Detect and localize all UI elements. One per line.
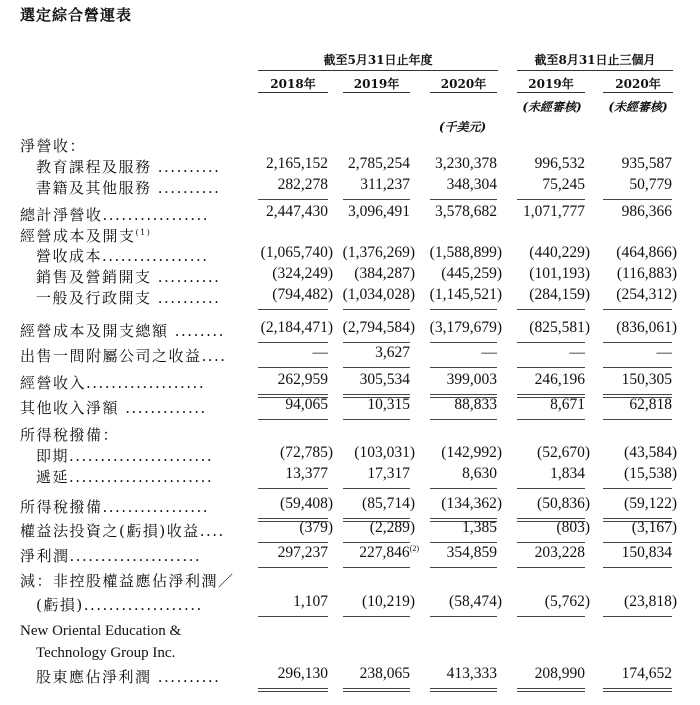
table-cell-value [441,265,502,283]
row-label-text: 經營成本及開支 [20,227,136,245]
table-cell-value [293,593,328,611]
underline [343,688,410,692]
table-cell-value [343,286,415,304]
table-cell-value [622,203,672,221]
underline [430,488,497,489]
cell-text: 297,237 [277,544,328,561]
table-cell-value [435,155,497,173]
table-cell-value [624,465,677,483]
cell-text: (5,762) [544,593,590,610]
table-cell-value [542,176,585,194]
row-label-text: 總計淨營收................. [20,206,210,224]
header-divider [603,92,673,93]
table-cell-value [462,465,497,483]
row-label [20,320,225,341]
underline [343,616,410,617]
cell-text: (116,883) [616,265,677,282]
table-cell-value [299,519,333,537]
table-cell-value [449,593,502,611]
cell-text: 311,237 [360,176,410,193]
cell-text: (3,167) [631,519,677,536]
cell-text: 17,317 [367,465,410,482]
underline [517,567,585,568]
row-label-text: 遞延....................... [36,468,214,486]
table-cell-value [632,519,677,537]
underline [343,419,410,420]
cell-text: 88,833 [454,396,497,413]
cell-text: (134,362) [441,495,502,512]
row-label [36,466,213,487]
footnote-marker: (1) [135,228,152,237]
row-label [20,225,151,246]
table-cell-value [624,444,677,462]
table-cell-value [556,519,590,537]
underline [343,342,410,343]
cell-text: (59,122) [624,495,677,512]
header-quarter-group: 截至8月31日止三個月 [534,53,656,67]
underline [603,199,672,200]
table-cell-value [285,396,328,414]
cell-text: (50,836) [537,495,590,512]
underline [603,616,672,617]
cell-text: (1,065,740) [260,244,333,261]
table-cell-value [535,155,585,173]
table-cell-value [629,396,672,414]
cell-text: 238,065 [359,665,410,682]
underline [343,488,410,489]
underline [517,419,585,420]
table-cell-value [430,319,502,337]
table-cell-value [430,286,502,304]
table-cell-value [545,593,590,611]
table-cell-value [360,176,410,194]
unit-label: (千美元) [438,120,487,134]
table-cell-value [447,176,497,194]
underline [517,342,585,343]
row-label-text: 淨營收： [20,137,87,155]
row-label [36,266,220,287]
underline [430,199,497,200]
table-cell-value [447,665,497,683]
cell-text: (1,145,521) [429,286,502,303]
cell-text: (59,408) [280,495,333,512]
row-label-text: 權益法投資之(虧損)收益.... [20,522,225,540]
table-cell-value [624,495,677,513]
table-cell-value [370,519,415,537]
header-fiscal-year-group: 截至5月31日止年度 [323,53,433,67]
cell-text: 996,532 [534,155,585,172]
table-cell-value [278,176,328,194]
row-label [36,156,220,177]
cell-text: 1,834 [550,465,585,482]
row-label-text: 書籍及其他服務 .......... [36,179,221,197]
cell-text: (384,287) [354,265,415,282]
header-divider [343,92,410,93]
row-label [20,397,207,418]
cell-text: (101,193) [529,265,590,282]
underline [258,542,328,543]
row-label [20,623,181,640]
cell-text: — [656,344,672,361]
cell-text: 413,333 [446,665,497,682]
row-label [20,570,235,591]
table-cell-value [278,371,328,389]
table-cell-value [535,665,585,683]
row-label-text: Technology Group Inc. [36,645,176,661]
table-cell-value [313,344,329,362]
row-label [36,445,213,466]
row-label-text: 出售一間附屬公司之收益.... [20,347,227,365]
row-label [20,372,205,393]
row-label [36,594,203,615]
cell-text: (23,818) [624,593,677,610]
underline [603,567,672,568]
underline [603,342,672,343]
row-label-text: 經營成本及開支總額 ........ [20,322,225,340]
table-cell-value [482,344,498,362]
footnote-marker: (2) [409,544,419,553]
cell-text: 1,107 [293,593,328,610]
cell-text: (2,184,471) [260,319,333,336]
table-cell-value [375,344,410,362]
table-cell-value [616,286,677,304]
cell-text: 399,003 [446,371,497,388]
cell-text: 3,096,491 [348,203,410,220]
table-cell-value [343,244,415,262]
cell-text: (803) [556,519,590,536]
table-cell-value [622,155,672,173]
cell-text: (103,031) [354,444,415,461]
cell-text: (324,249) [272,265,333,282]
underline [258,567,328,568]
header-divider [258,70,498,71]
underline [430,419,497,420]
cell-text: 2,447,430 [266,203,328,220]
underline [258,616,328,617]
table-cell-value [535,371,585,389]
cell-text: (2,794,584) [342,319,415,336]
underline [258,367,328,368]
table-cell-value [537,444,590,462]
cell-text: — [481,344,497,361]
row-label-text: 淨利潤..................... [20,547,202,565]
row-label [36,245,209,266]
underline [343,199,410,200]
table-cell-value [441,495,502,513]
row-label-text: New Oriental Education & [20,623,182,639]
table-cell-value [622,371,672,389]
underline [258,199,328,200]
table-cell-value [441,444,502,462]
underline [430,567,497,568]
cell-text: 62,818 [629,396,672,413]
cell-text: (1,034,028) [342,286,415,303]
underline [258,688,328,692]
cell-text: 2,165,152 [266,155,328,172]
row-label-text: (虧損)................... [36,596,203,614]
underline [343,309,410,310]
underline [430,367,497,368]
underline [603,309,672,310]
cell-text: (825,581) [529,319,590,336]
cell-text: (445,259) [441,265,502,282]
table-cell-value [272,286,333,304]
table-cell-value [529,319,590,337]
row-label [20,424,119,445]
underline [430,542,497,543]
underline [603,367,672,368]
table-cell-value [462,519,497,537]
cell-text: 3,578,682 [435,203,497,220]
table-cell-value [266,203,328,221]
table-cell-value [278,544,328,562]
cell-text: 986,366 [621,203,672,220]
table-cell-value [367,396,410,414]
table-cell-value [550,465,585,483]
table-cell-value [529,265,590,283]
row-label [20,204,209,225]
cell-text: (85,714) [362,495,415,512]
underline [603,419,672,420]
underline [517,367,585,368]
cell-text: (2,289) [369,519,415,536]
underline [343,367,410,368]
column-header-year: 2018年 [270,77,316,91]
row-label-text: 所得稅撥備： [20,426,120,444]
underline [430,688,497,692]
cell-text: — [569,344,585,361]
header-divider [258,92,328,93]
table-cell-value [550,396,585,414]
underline [603,688,672,692]
cell-text: 203,228 [534,544,585,561]
header-divider [517,70,673,71]
underline [258,419,328,420]
row-label-text: 其他收入淨額 ............. [20,399,207,417]
cell-text: (836,061) [616,319,677,336]
underline [343,542,410,543]
table-cell-value [529,244,590,262]
cell-text: 246,196 [534,371,585,388]
cell-text: 1,385 [462,519,497,536]
row-label [20,496,209,517]
table-cell-value [343,319,415,337]
table-cell-value [261,244,333,262]
cell-text: (3,179,679) [429,319,502,336]
underline [517,542,585,543]
column-header-year: 2019年 [528,77,574,91]
page-title: 選定綜合營運表 [20,6,133,24]
cell-text: 296,130 [277,665,328,682]
table-cell-value [454,396,497,414]
table-cell-value [622,544,672,562]
table-cell-value [359,544,419,562]
cell-text: (1,588,899) [429,244,502,261]
row-label-text: 教育課程及服務 .......... [36,158,221,176]
table-cell-value [629,176,672,194]
table-cell-value [617,265,677,283]
cell-text: 208,990 [534,665,585,682]
underline [517,199,585,200]
underline [603,488,672,489]
cell-text: 94,065 [285,396,328,413]
cell-text: 3,627 [375,344,410,361]
cell-text: (284,159) [529,286,590,303]
header-divider [430,92,497,93]
table-cell-value [272,265,333,283]
cell-text: 1,071,777 [523,203,585,220]
cell-text: 348,304 [446,176,497,193]
table-cell-value [367,465,410,483]
table-cell-value [354,444,415,462]
table-cell-value [278,665,328,683]
cell-text: (1,376,269) [342,244,415,261]
cell-text: 2,785,254 [348,155,410,172]
row-label [36,177,220,198]
cell-text: (43,584) [624,444,677,461]
table-cell-value [523,203,585,221]
underline [343,567,410,568]
unaudited-note: (未經審核) [522,100,582,114]
table-cell-value [360,371,410,389]
cell-text: (254,312) [616,286,677,303]
table-cell-value [624,593,677,611]
cell-text: (142,992) [441,444,502,461]
cell-text: (440,229) [529,244,590,261]
cell-text: 13,377 [285,465,328,482]
column-header-year: 2019年 [353,77,400,91]
cell-text: 282,278 [277,176,328,193]
table-cell-value [447,544,497,562]
row-label [36,645,175,662]
cell-text: 50,779 [629,176,672,193]
cell-text: 150,305 [621,371,672,388]
cell-text: (379) [299,519,333,536]
table-cell-value [362,495,415,513]
row-label-text: 一般及行政開支 .......... [36,289,221,307]
unaudited-note: (未經審核) [608,100,668,114]
cell-text: (10,219) [362,593,415,610]
table-cell-value [616,244,677,262]
row-label-text: 減：非控股權益應佔淨利潤／ [20,572,235,590]
cell-text: (794,482) [272,286,333,303]
underline [430,616,497,617]
row-label-text: 經營收入................... [20,374,206,392]
cell-text: (464,866) [616,244,677,261]
table-cell-value [266,155,328,173]
underline [430,342,497,343]
underline [603,542,672,543]
cell-text: 3,230,378 [435,155,497,172]
table-cell-value [348,155,410,173]
underline [517,309,585,310]
table-cell-value [570,344,586,362]
cell-text: 305,534 [359,371,410,388]
cell-text: 262,959 [277,371,328,388]
table-cell-value [529,286,590,304]
row-label [20,135,86,156]
cell-text: 174,652 [621,665,672,682]
cell-text: 150,834 [621,544,672,561]
column-header-year: 2020年 [440,77,487,91]
table-cell-value [360,665,410,683]
underline [517,488,585,489]
table-cell-value [362,593,415,611]
table-cell-value [280,495,333,513]
column-header-year: 2020年 [615,77,661,91]
underline [517,616,585,617]
cell-text: 8,671 [550,396,585,413]
header-divider [517,92,585,93]
row-label-text: 銷售及營銷開支 .......... [36,268,221,286]
cell-text: (72,785) [280,444,333,461]
row-label [20,545,201,566]
underline [258,309,328,310]
row-label-text: 股東應佔淨利潤 .......... [36,668,221,686]
table-cell-value [535,544,585,562]
table-cell-value [537,495,590,513]
table-cell-value [622,665,672,683]
table-cell-value [261,319,333,337]
cell-text: 8,630 [462,465,497,482]
cell-text: (15,538) [624,465,677,482]
underline [258,488,328,489]
table-cell-value [616,319,677,337]
cell-text: 227,846 [359,544,410,562]
cell-text: (58,474) [449,593,502,610]
row-label [36,287,220,308]
row-label-text: 即期....................... [36,447,214,465]
table-cell-value [430,244,502,262]
table-cell-value [447,371,497,389]
table-cell-value [354,265,415,283]
table-cell-value [657,344,673,362]
row-label [20,345,227,366]
cell-text: (52,670) [537,444,590,461]
underline [258,342,328,343]
table-cell-value [348,203,410,221]
cell-text: 354,859 [446,544,497,561]
row-label [20,520,225,541]
cell-text: — [312,344,328,361]
table-cell-value [285,465,328,483]
row-label-text: 營收成本................. [36,247,209,265]
table-cell-value [435,203,497,221]
row-label [36,666,220,687]
cell-text: 75,245 [542,176,585,193]
table-cell-value [280,444,333,462]
cell-text: 935,587 [621,155,672,172]
underline [517,688,585,692]
row-label-text: 所得稅撥備................. [20,498,210,516]
cell-text: 10,315 [367,396,410,413]
underline [430,309,497,310]
